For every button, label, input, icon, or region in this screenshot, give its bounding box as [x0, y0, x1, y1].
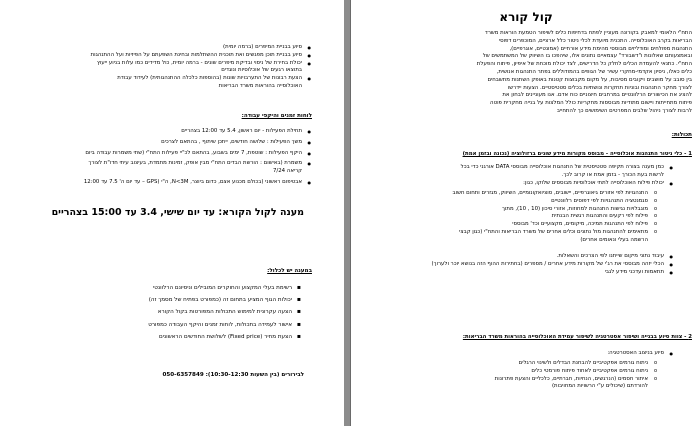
timeline-list	[0, 128, 312, 187]
section2-bullets	[350, 360, 658, 391]
list-item-continued: בתוצאו רגעים של אוכלוסיות ונוגדים	[221, 67, 302, 74]
list-item-continued: להורדתם (שיכולים ע"י הרשויות המחויבות)	[551, 383, 648, 390]
intro-paragraph: התח"י הלאומי למאבק בקורונה מעוניין לפתח בדחיפות כלים לשיפור הטמעת הוראות משרד הבריאות בקרב האוכלוסייה. התכנית מיועדת לכלי ניטור כלל ארציים, המוכפרים דפוסי התנהגות מפולחים ומודליזים מבוססי מהימת מידע אורחיים (אמונטיים, אוגרפיים), ובאמצעותם שאלונות ו"דשבורד" עצמאיים נתונים אלו, שיהפכו בו השיווק של המשתמשים של התח"י. כתנאי להעמדת הכלים לחלק כל הדרישים, לצד יכולת מוכחת של איפיון, פיתוח והפעלת כלים כאלו, ניסיון אקדמי-מחקרי עשיר של הגופים בהמודוללים בפתר התנהגות אנושית, בין סובב על מושבים ויקובים מסיבות, על מקום מקבוצות קטנות באופק השתנות מתשבחים לצורך מחקר התנהגות ובוניות תחקרות ונושתיות בכלים סטטיסטיים. הצעות יידרשו להציג את הכישורים הרלוונטיים במרחבים חיצוניים כוח אדם. אנו מעוניינים לבחון את פיתוח מתחייתות ויישום מתודיות מבוססות מחקריות כולל המלצות על בנייה מחקרית פוטה לרבות לצורך ניהול שלבים המפרטים השימושים כך להתחייב	[476, 30, 692, 114]
section2-intro	[350, 350, 674, 358]
response-list	[2, 284, 302, 341]
list-item: ▪ אישור לעמידה בתכולות, לוחות זמנים והיקף העבודה כמפורט	[2, 321, 292, 329]
list-item: ● הצעת רבונות של התערבויות שונות (בהוספות כלכלה ההתנהגותית) לעידוד עבודת	[0, 75, 302, 83]
list-item: ● תתאמות ועדכני מידע לגבי	[350, 269, 664, 277]
list-item: o פילוח לפי התנהגות תמיכה, מיקומים, מקצועיים וכד' מבוססי	[350, 221, 648, 229]
document-page-right	[350, 0, 700, 426]
list-item: ● תחילת הפעילות - יום ראשון, 5.4 עד 12:00 בצהריים	[0, 128, 302, 136]
list-item: ▪ רשימת בעלי המקצוע והחוקרים המובילים וניסיונם הרלוונטי	[2, 284, 292, 292]
list-item: ● יכולת פילוח האוכלוסייה לתתי אוכלוסיות מבוססים שלוקו, כגון:	[350, 180, 664, 188]
contact-line: לבירורים (בין השעות 10:30-12:30): 050-6357849	[162, 372, 304, 378]
page-title: קול קורא	[499, 10, 553, 24]
timeline-heading: לוחות זמנים והיקפי עבודה:	[241, 113, 312, 119]
list-item: o ניתוח גורמים אפקטיביים לאחוד פיתוח פורמטי כלים	[350, 368, 648, 376]
list-item: ● סיוע בבניית תוכן מפגשים ואת תוכנית ההשתלמות ובחינת השפעתם על הפיזיות ועל ההתנהגות	[0, 52, 302, 60]
list-item: ● עיבוד נתוני מיקום שייתנו לפי הצרכים והשאלות.	[350, 253, 664, 261]
list-item: ● סיוע בבניית המיפרים (ברמה יומית)	[0, 44, 302, 52]
section1-extra-bullets	[350, 253, 674, 276]
response-heading: במענה יש לכלול:	[267, 268, 312, 274]
top-bullet-list	[0, 44, 312, 91]
list-item: ● יכולת בחירת של ניסוי ובדיקת מיפרים שונים - ברמה יומית, כול מדידים כמו עלות בניוע ייעוץ	[0, 60, 302, 68]
list-item: o סגמנטציה התנהגויות לפי דפוסים רלוונטיים	[350, 198, 648, 206]
document-page-left	[0, 0, 344, 426]
list-item: ▪ יכולות הגוף המציע בתחום זה (כמפורט בפתיח של מסמך זה)	[2, 296, 292, 304]
section1-sub-bullets	[350, 190, 658, 245]
list-item-continued: קריאה 7/24	[272, 168, 302, 175]
list-item: ● כמן מענה בצורה תקיפה סטטיסטית של התנהגות אוכלוסייה מבוססי DATA אורגני כדי בכל	[350, 164, 664, 172]
section2-heading: 2 - צוות סיוע בבנייה ושיפור אסטרטגיה לשיפור עמידת האוכלוסייה בהוראות משרד הבריאות:	[462, 334, 692, 340]
list-item: o ניתוח גורמים אפקטיביים להבחנת הבדלים ולשינוי הרגלים	[350, 360, 648, 368]
list-item: ● סיוע בניצוב האסטרטגיה:	[350, 350, 664, 358]
list-item: ● היקף הפעילות : שוטפת, 7 ימים בשבוע, בהתאם לכ"יי פעילות התח"י (שתי משמרות עבודה ביום	[0, 150, 302, 158]
list-item: ▪ הצעת מחיר (Fixed price) לשלושת החודשים הראשונים	[2, 333, 292, 341]
list-item: o פילוח לפי רקעים והתנהגות רגשית הבנתית	[350, 213, 648, 221]
section1-heading: 1 - כלי ניטור התנהגות אוכלוסייה - מבוסס מקורות מידע שונים ברזולוציה (נכונה ובזמן אמת)	[462, 151, 692, 157]
section1-bullets	[350, 164, 674, 187]
deadline-line: מענה לקול הקורא: עד יום שישי, 3.4 עד 15:00 בצהריים	[51, 207, 304, 218]
list-item: ● משמרת (באישום : הורשת הבדים התח"י מבין אופק, זמינות מתמדת, בעיצוב עיתי חדו"ת לצורך	[0, 160, 302, 168]
list-item-continued: לרשות בעת הכורך - בזמן אמת או קרוב לכך.	[561, 171, 664, 178]
list-item: o מוגבלויות נגישות התנהגות למחוזות, אזורי סיכון (10 , 10), מתוך	[350, 206, 648, 214]
list-item: ● הכלי יזהה מבוססי את רג'י של מקורות מידע אחרים / מספרים (בחתירות ההוף הזה בנושא יוכר ולערוך)	[350, 261, 664, 269]
list-item: ● אבטיפום ראשוני (בכולם מכנוע אצם, כדום ביוצר, N<3M, ה"י (GPS – עד יום ה' 7.5 עד 12:00	[0, 179, 302, 187]
list-item: o איתור חסמים (הנרגשים, הנחיות, חברתיים, כלכליים והצעת פתרונות	[350, 376, 648, 384]
list-item-continued: הרשמה בעלי ונאומים אחרים)	[580, 236, 648, 243]
list-item: ▪ הצעה עקרונית למימוש התכולות המפורטות בקול הקורא	[2, 308, 292, 316]
list-item: ● משך הפעילות : שלושה חודשים, ייתכן שיתוף , בהתאם לצרכים	[0, 139, 302, 147]
list-item: o מתאימים להתנהגות מול נתונים וכלים אחרים של משרד הבריאות והתח"י (כגון קבצי	[350, 229, 648, 237]
scope-heading: תכולות:	[671, 132, 692, 138]
list-item: o התנהגויות לפי אזורים גיאוגרפיים, יישובים, סוציואקונומיים, השיווק, מגזרים ותחום חשוב	[350, 190, 648, 198]
list-item-continued: האוכלוסייה בהוראות משרד הבריאות	[218, 82, 302, 89]
